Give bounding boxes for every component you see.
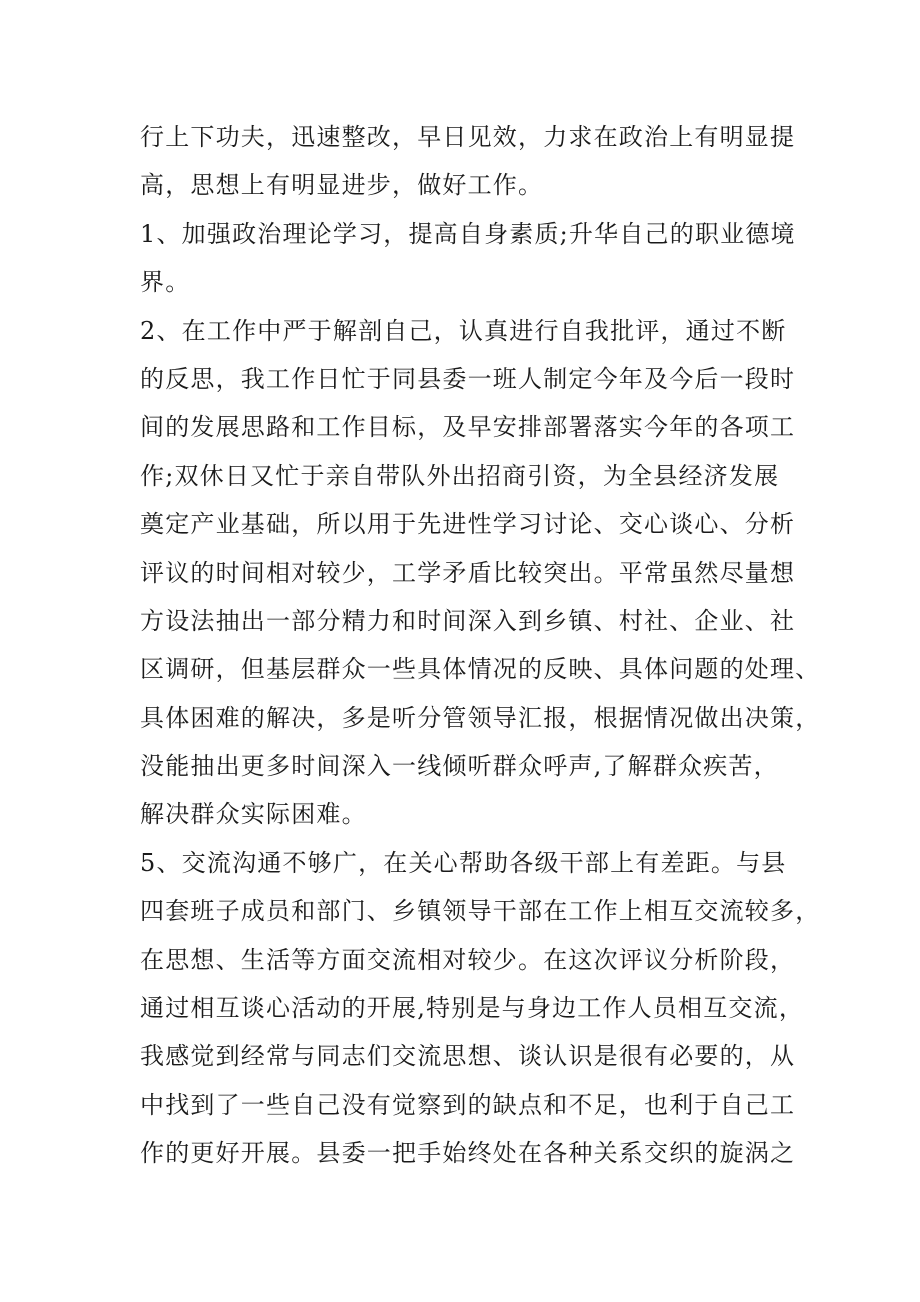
text-line: 具体困难的解决，多是听分管领导汇报，根据情况做出决策， [140,703,821,732]
text-line: 区调研，但基层群众一些具体情况的反映、具体问题的处理、 [140,655,821,684]
text-line: 高，思想上有明显进步，做好工作。 [140,171,544,200]
text-line: 5、交流沟通不够广，在关心帮助各级干部上有差距。与县 [140,848,787,877]
text-line: 评议的时间相对较少，工学矛盾比较突出。平常虽然尽量想 [140,558,796,587]
text-line: 的反思，我工作日忙于同县委一班人制定今年及今后一段时 [140,364,796,393]
text-line: 四套班子成员和部门、乡镇领导干部在工作上相互交流较多， [140,897,821,926]
text-line: 奠定产业基础，所以用于先进性学习讨论、交心谈心、分析 [140,510,796,539]
text-line: 解决群众实际困难。 [140,800,367,829]
text-line: 我感觉到经常与同志们交流思想、谈认识是很有必要的，从 [140,1042,796,1071]
text-line: 没能抽出更多时间深入一线倾听群众呼声,了解群众疾苦， [140,752,779,781]
text-line: 1、加强政治理论学习，提高自身素质;升华自己的职业德境 [140,219,796,248]
text-line: 作;双休日又忙于亲自带队外出招商引资，为全县经济发展 [140,461,780,490]
text-line: 界。 [140,268,191,297]
text-line: 在思想、生活等方面交流相对较少。在这次评议分析阶段， [140,945,796,974]
text-line: 方设法抽出一部分精力和时间深入到乡镇、村社、企业、社 [140,606,796,635]
text-line: 作的更好开展。县委一把手始终处在各种关系交织的旋涡之 [140,1139,796,1168]
body-text [140,113,821,1178]
text-line: 行上下功夫，迅速整改，早日见效，力求在政治上有明显提 [140,123,796,151]
text-line: 通过相互谈心活动的开展,特别是与身边工作人员相互交流， [140,994,805,1023]
text-line: 中找到了一些自己没有觉察到的缺点和不足，也利于自己工 [140,1090,796,1119]
text-line: 间的发展思路和工作目标，及早安排部署落实今年的各项工 [140,413,796,442]
text-line: 2、在工作中严于解剖自己，认真进行自我批评，通过不断 [140,316,787,345]
